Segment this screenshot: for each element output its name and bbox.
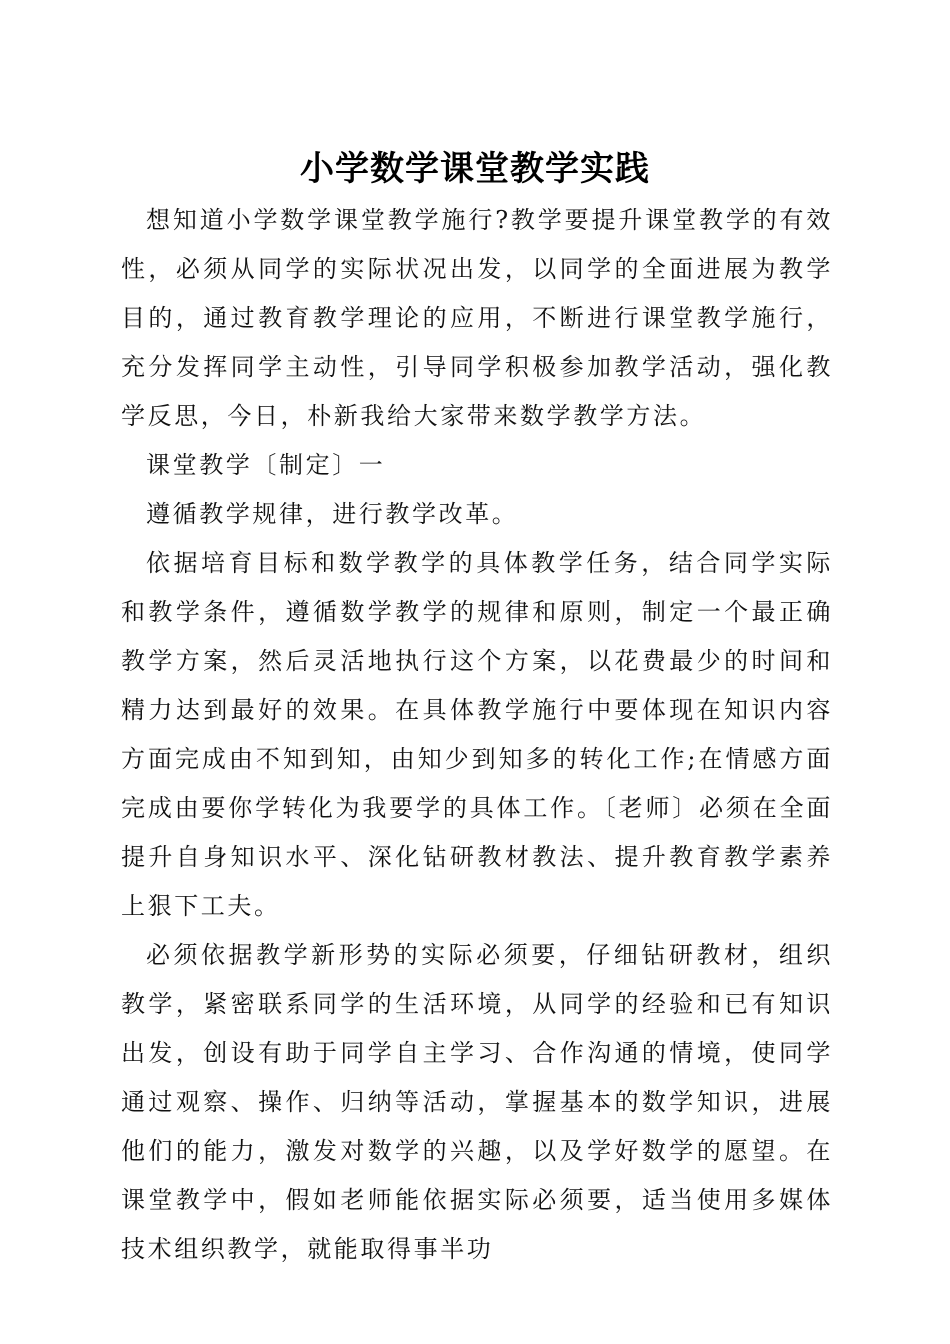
paragraph-principle: 遵循教学规律，进行教学改革。 (146, 500, 519, 528)
paragraph-plan: 依据培育目标和数学教学的具体教学任务，结合同学实际和教学条件，遵循数学教学的规律和原则，制定一个最正确教学方案，然后灵活地执行这个方案，以花费最少的时间和精力达到最好的效果。在具体教学施行中要体现在知识内容方面完成由不知到知，由知少到知多的转化工作;在情感方面完成由要你学转化为我要学的具体工作。〔老师〕必须在全面提升自身知识水平、深化钻研教材教法、提升教育教学素养上狠下工夫。 (121, 549, 833, 920)
paragraph-section-heading: 课堂教学〔制定〕一 (146, 451, 386, 479)
document-body (121, 196, 833, 1274)
paragraph-intro: 想知道小学数学课堂教学施行?教学要提升课堂教学的有效性，必须从同学的实际状况出发，以同学的全面进展为教学目的，通过教育教学理论的应用，不断进行课堂教学施行，充分发挥同学主动性，引导同学积极参加教学活动，强化教学反思，今日，朴新我给大家带来数学教学方法。 (121, 206, 833, 430)
document-title: 小学数学课堂教学实践 (300, 149, 650, 189)
paragraph-context: 必须依据教学新形势的实际必须要，仔细钻研教材，组织教学，紧密联系同学的生活环境，从同学的经验和已有知识出发，创设有助于同学自主学习、合作沟通的情境，使同学通过观察、操作、归纳等活动，掌握基本的数学知识，进展他们的能力，激发对数学的兴趣，以及学好数学的愿望。在课堂教学中，假如老师能依据实际必须要，适当使用多媒体技术组织教学，就能取得事半功 (121, 941, 833, 1263)
